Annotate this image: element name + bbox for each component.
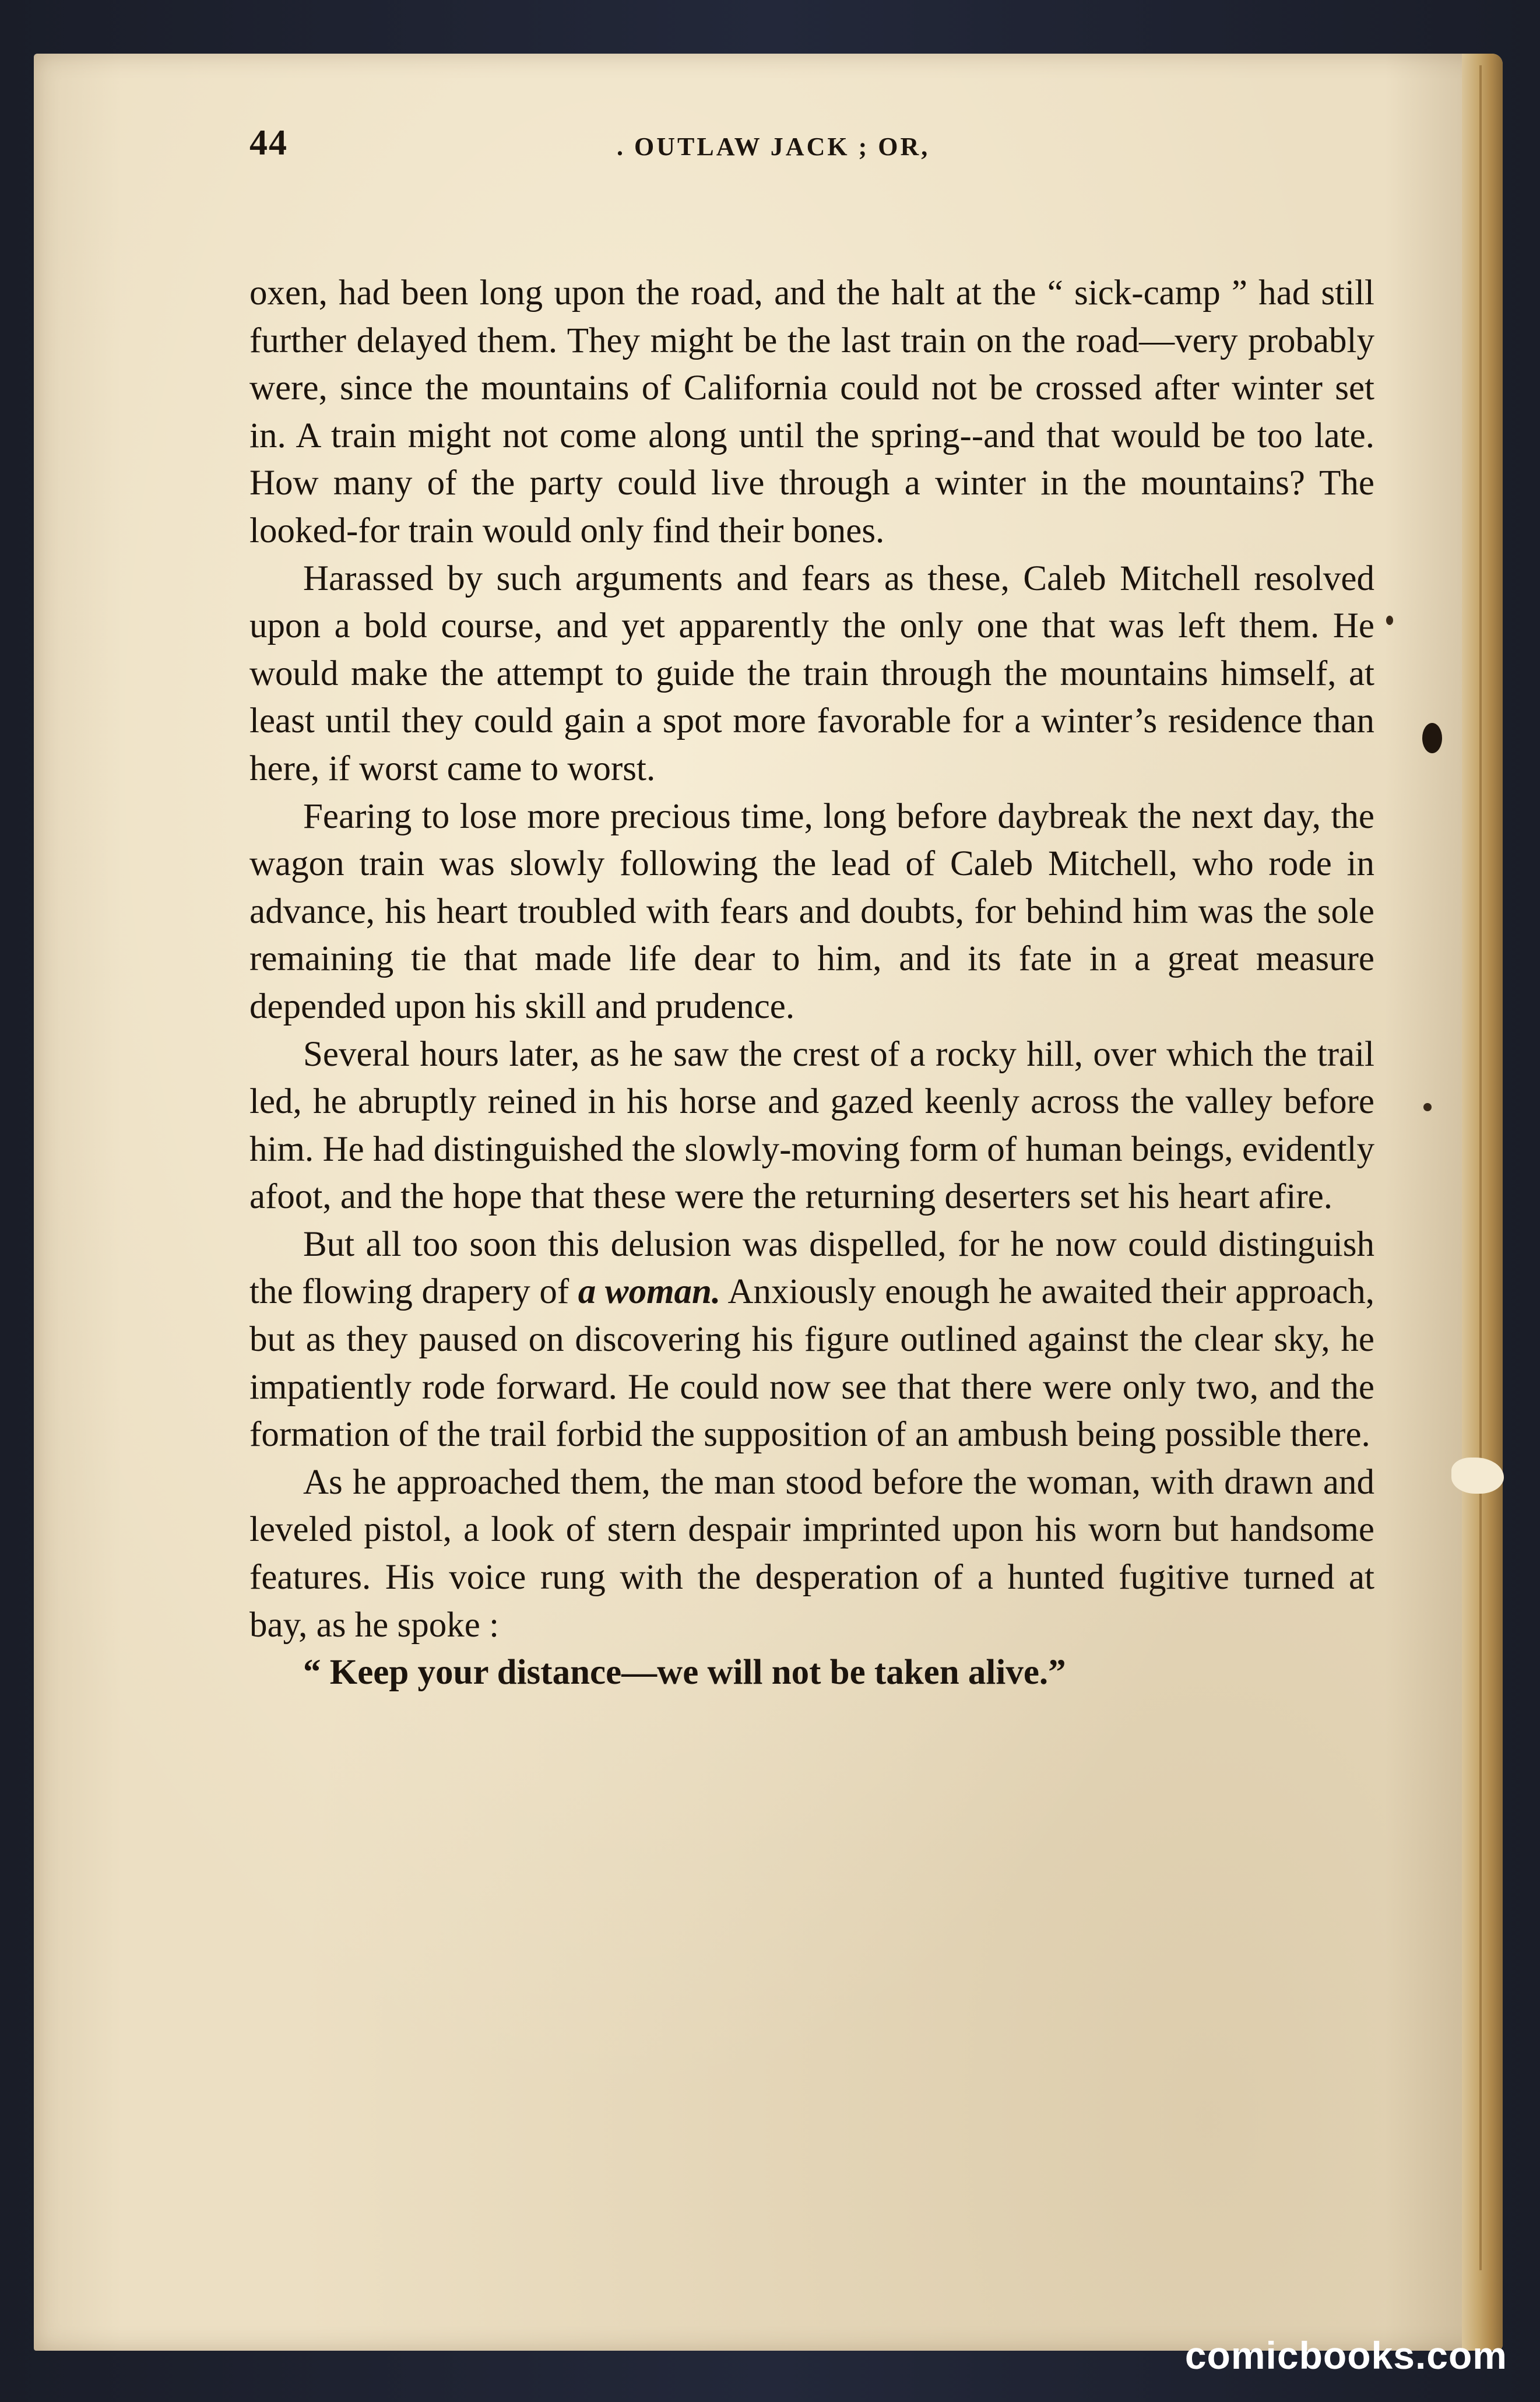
spine-crease (1479, 65, 1482, 2270)
running-head: . OUTLAW JACK ; OR, (617, 132, 930, 161)
page-header (34, 122, 1468, 175)
paragraph (249, 1221, 1374, 1459)
body-text (249, 269, 1374, 1697)
paragraph: Several hours later, as he saw the crest of a rocky hill, over which the trail led, he abruptly reined in his horse and gazed keenly across the valley before him. He had distinguished the slowly-moving form of human beings, evidently afoot, and the hope that these were the returning deserters set his heart afire. (249, 1034, 1374, 1217)
page-spine-edge (1462, 54, 1503, 2351)
paragraph-text: Anxiously enough he awaited their approach, but as they paused on discovering his figure outlined against the clear sky, he impatiently rode forward. He could now see that there were only two, and the formation of the trail forbid the supposition of an ambush being possible there. (249, 1272, 1375, 1455)
paragraph: “ Keep your distance—we will not be taken alive.” (303, 1653, 1066, 1692)
ink-speck (1423, 1103, 1432, 1111)
site-watermark: comicbooks.com (1184, 2334, 1507, 2377)
paragraph: As he approached them, the man stood before the woman, with drawn and leveled pistol, a look of stern despair imprinted upon his worn but handsome features. His voice rung with the desperation of a hunted fugitive turned at bay, as he spoke : (249, 1462, 1374, 1645)
book-page (34, 54, 1503, 2351)
page-number: 44 (249, 123, 288, 163)
paragraph-text: But all too soon this delusion was dispelled, for he now could distinguish the flowing drapery of (249, 1224, 1374, 1312)
emphasized-text: a woman. (578, 1272, 721, 1312)
paragraph: oxen, had been long upon the road, and the halt at the “ sick-camp ” had still further delayed them. They might be the last train on the road—very probably were, since the mountains of California could not be crossed after winter set in. A train might not come along until the spring--and that would be too late. How many of the party could live through a winter in the mountains? The looked-for train would only find their bones. (249, 273, 1374, 550)
paragraph: Harassed by such arguments and fears as these, Caleb Mitchell resolved upon a bold course, and yet apparently the only one that was left them. He would make the attempt to guide the train through the mountains himself, at least until they could gain a spot more favorable for a winter’s residence than here, if worst came to worst. (249, 559, 1374, 788)
ink-speck (1422, 723, 1442, 753)
ink-speck (1386, 616, 1393, 625)
paragraph: Fearing to lose more precious time, long before daybreak the next day, the wagon train was slowly following the lead of Caleb Mitchell, who rode in advance, his heart troubled with fears and doubts, for behind him was the sole remaining tie that made life dear to him, and its fate in a great measure depended upon his skill and prudence. (249, 796, 1374, 1026)
